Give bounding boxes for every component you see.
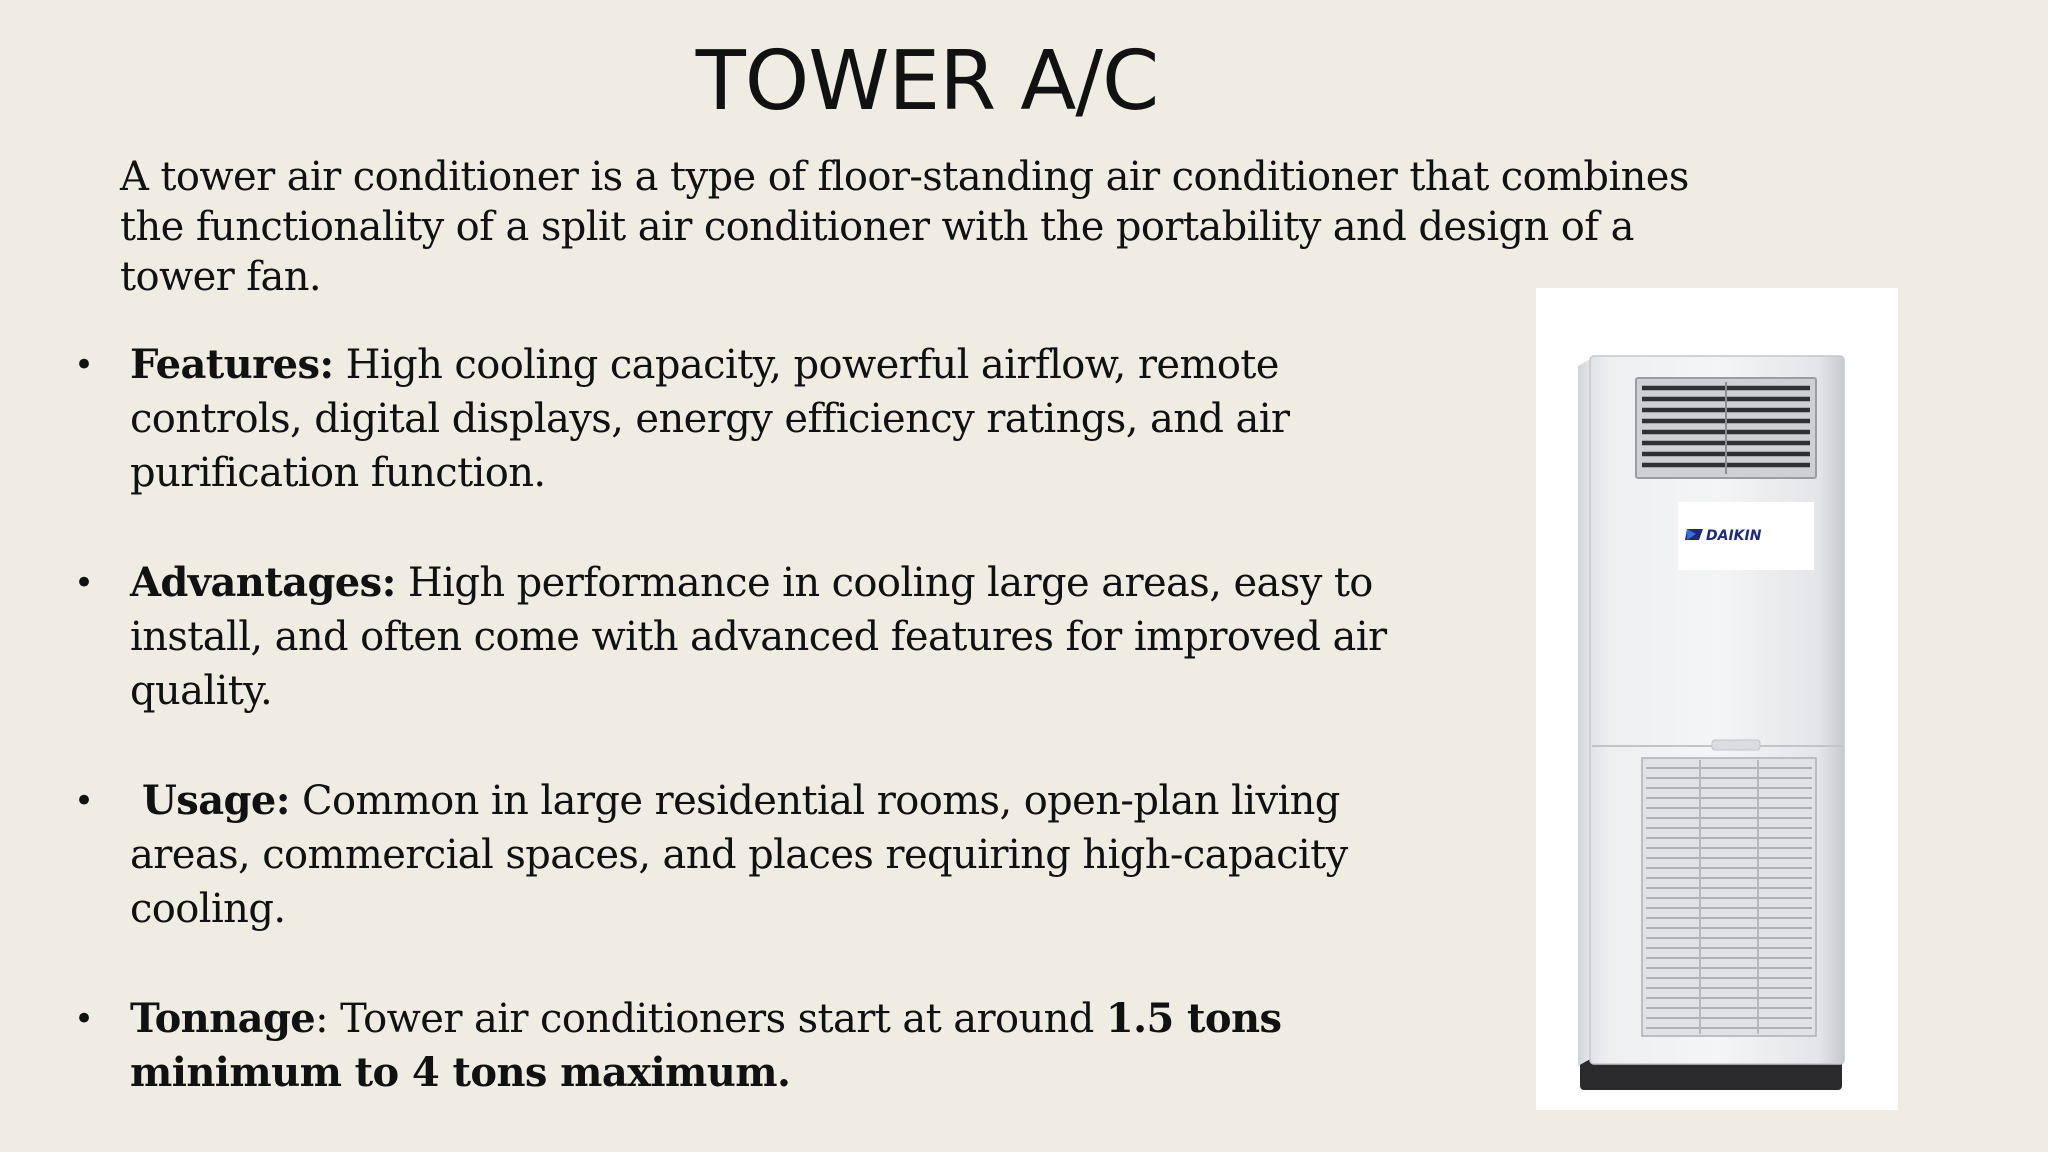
bullet-dot: •: [74, 345, 94, 385]
bullet-list: [72, 338, 1392, 1100]
bullet-emphasis: 1.5 tons minimum to 4 tons maximum.: [130, 995, 1282, 1096]
daikin-logo-text: DAIKIN: [1706, 528, 1762, 544]
bullet-label: Usage:: [142, 777, 290, 824]
bullet-dot: •: [74, 781, 94, 821]
bullet-label: Features:: [130, 341, 334, 388]
bullet-advantages: [72, 556, 1392, 718]
bullet-label: Tonnage: [130, 995, 316, 1042]
slide-title: TOWER A/C: [695, 34, 1159, 129]
bullet-tonnage: [72, 992, 1392, 1100]
bullet-dot: •: [74, 563, 94, 603]
bullet-label: Advantages:: [130, 559, 396, 606]
bullet-text: : Tower air conditioners start at around: [315, 996, 1106, 1042]
tower-air-conditioner-icon: [1536, 288, 1898, 1110]
bullet-text: Common in large residential rooms, open-plan living areas, commercial spaces, and places requiring high-capacity cooling.: [130, 778, 1348, 932]
bullet-text: High performance in cooling large areas, easy to install, and often come with advanced features for improved air quality.: [130, 560, 1387, 714]
bullet-text: High cooling capacity, powerful airflow, remote controls, digital displays, energy efficiency ratings, and air purification function.: [130, 342, 1290, 496]
intro-paragraph: A tower air conditioner is a type of floor-standing air conditioner that combines the functionality of a split air conditioner with the portability and design of a tower fan.: [120, 154, 1689, 300]
bullet-features: [72, 338, 1392, 500]
bullet-usage: [72, 774, 1392, 936]
bullet-dot: •: [74, 999, 94, 1039]
product-photo: [1536, 288, 1898, 1110]
